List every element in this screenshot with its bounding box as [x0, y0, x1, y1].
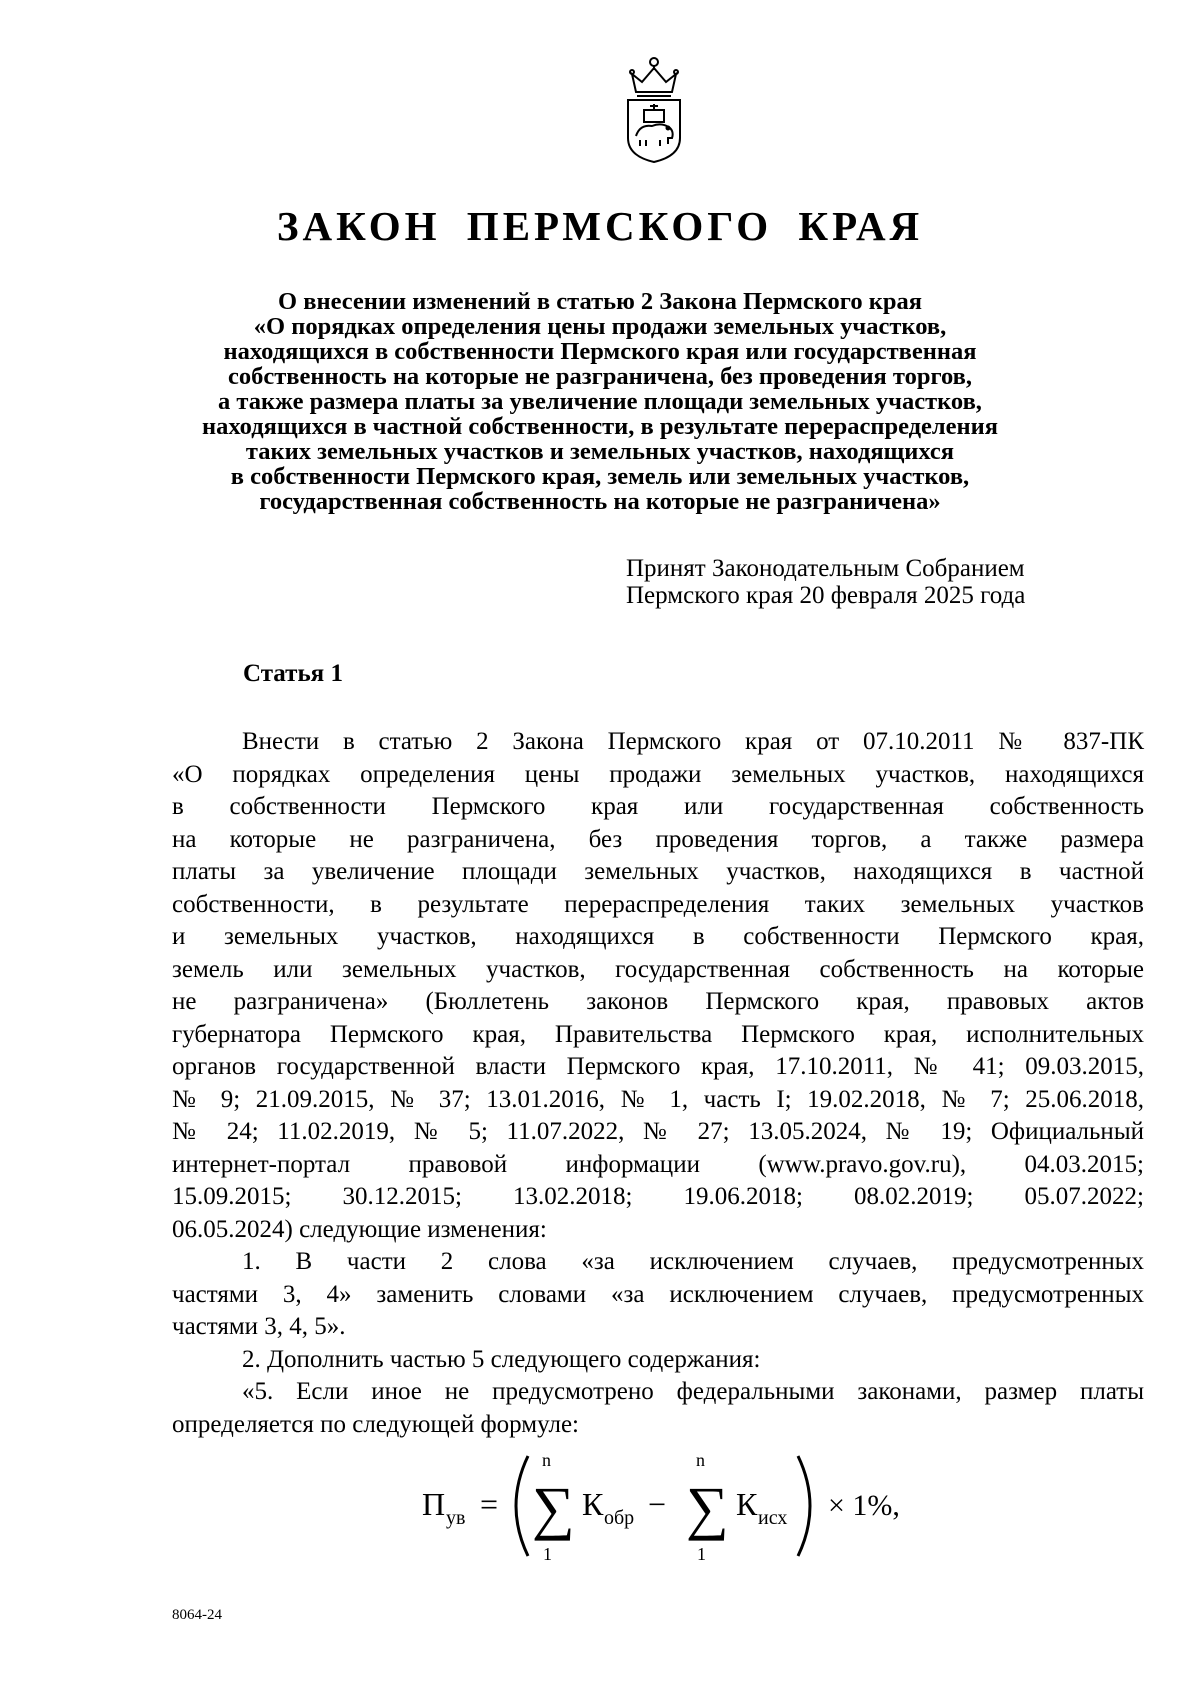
body-line: 1. В части 2 слова «за исключением случаев, предусмотренных: [242, 1248, 1144, 1275]
subtitle-line: государственная собственность на которые не разграничена»: [259, 488, 941, 515]
payment-formula: [420, 1448, 920, 1568]
body-line: земель или земельных участков, государственная собственность на которые: [172, 955, 1144, 983]
body-line: не разграничена» (Бюллетень законов Пермского края, правовых актов: [172, 988, 1144, 1015]
subtitle-line: находящихся в частной собственности, в результате перераспределения: [201, 413, 999, 440]
subtitle-line: собственность на которые не разграничена, без проведения торгов,: [227, 363, 973, 390]
coat-of-arms-emblem: [622, 52, 686, 164]
subtitle-line: О внесении изменений в статью 2 Закона Пермского края: [278, 288, 922, 315]
body-line: собственности, в результате перераспределения таких земельных участков: [172, 890, 1144, 918]
left-paren: [516, 1456, 528, 1556]
adoption-line: Принят Законодательным Собранием: [626, 555, 1025, 582]
law-title: ЗАКОН ПЕРМСКОГО КРАЯ: [276, 203, 924, 249]
body-line: частями 3, 4, 5».: [172, 1313, 346, 1340]
body-line: частями 3, 4» заменить словами «за исключением случаев, предусмотренных: [172, 1280, 1144, 1308]
body-line: «5. Если иное не предусмотрено федеральными законами, размер платы: [242, 1378, 1144, 1405]
body-line: органов государственной власти Пермского края, 17.10.2011, № 41; 09.03.2015,: [172, 1053, 1144, 1080]
document-code: 8064-24: [172, 1607, 222, 1623]
sum-lower-limit: 1: [543, 1544, 552, 1564]
body-line: 06.05.2024) следующие изменения:: [172, 1215, 547, 1243]
body-line: № 9; 21.09.2015, № 37; 13.01.2016, № 1, часть I; 19.02.2018, № 7; 25.06.2018,: [172, 1085, 1144, 1113]
body-line: 2. Дополнить частью 5 следующего содержания:: [242, 1345, 761, 1373]
subtitle-line: находящихся в собственности Пермского края или государственная: [223, 338, 977, 365]
body-line: в собственности Пермского края или государственная собственность: [172, 793, 1144, 820]
formula-minus: −: [648, 1486, 667, 1522]
adoption-line: Пермского края 20 февраля 2025 года: [626, 582, 1026, 609]
formula-term2: К: [736, 1486, 758, 1522]
subtitle-line: «О порядках определения цены продажи земельных участков,: [253, 313, 947, 340]
sum-upper-limit: n: [696, 1450, 705, 1470]
sum-sign: ∑: [686, 1475, 729, 1541]
body-line: Внести в статью 2 Закона Пермского края от 07.10.2011 № 837-ПК: [242, 728, 1144, 755]
formula-term1: К: [582, 1486, 604, 1522]
body-line: 15.09.2015; 30.12.2015; 13.02.2018; 19.06.2018; 08.02.2019; 05.07.2022;: [172, 1183, 1144, 1210]
body-line: губернатора Пермского края, Правительства Пермского края, исполнительных: [172, 1020, 1144, 1048]
formula-tail: × 1%,: [828, 1489, 900, 1522]
body-line: «О порядках определения цены продажи земельных участков, находящихся: [172, 760, 1144, 788]
article-heading: Статья 1: [243, 660, 343, 687]
body-line: платы за увеличение площади земельных участков, находящихся в частной: [172, 858, 1144, 885]
sum-upper-limit: n: [542, 1450, 551, 1470]
formula-lhs: П: [422, 1486, 446, 1522]
sum-sign: ∑: [532, 1475, 575, 1541]
body-line: интернет-портал правовой информации (www.pravo.gov.ru), 04.03.2015;: [172, 1150, 1144, 1178]
subtitle-line: таких земельных участков и земельных участков, находящихся: [245, 438, 955, 465]
law-subtitle: [150, 289, 1050, 514]
formula-lhs-sub: ув: [446, 1507, 466, 1529]
adoption-note: [626, 555, 1025, 609]
body-line: на которые не разграничена, без проведения торгов, а также размера: [172, 825, 1144, 853]
right-paren: [798, 1456, 810, 1556]
subtitle-line: а также размера платы за увеличение площади земельных участков,: [218, 388, 982, 415]
body-line: определяется по следующей формуле:: [172, 1410, 580, 1438]
article-body: [172, 726, 1144, 1441]
subtitle-line: в собственности Пермского края, земель или земельных участков,: [230, 463, 970, 490]
formula-term1-sub: обр: [604, 1507, 635, 1529]
sum-lower-limit: 1: [697, 1544, 706, 1564]
formula-term2-sub: исх: [758, 1507, 788, 1529]
body-line: и земельных участков, находящихся в собственности Пермского края,: [172, 923, 1144, 950]
body-line: № 24; 11.02.2019, № 5; 11.07.2022, № 27; 13.05.2024, № 19; Официальный: [172, 1118, 1144, 1145]
formula-equals: =: [480, 1486, 499, 1522]
